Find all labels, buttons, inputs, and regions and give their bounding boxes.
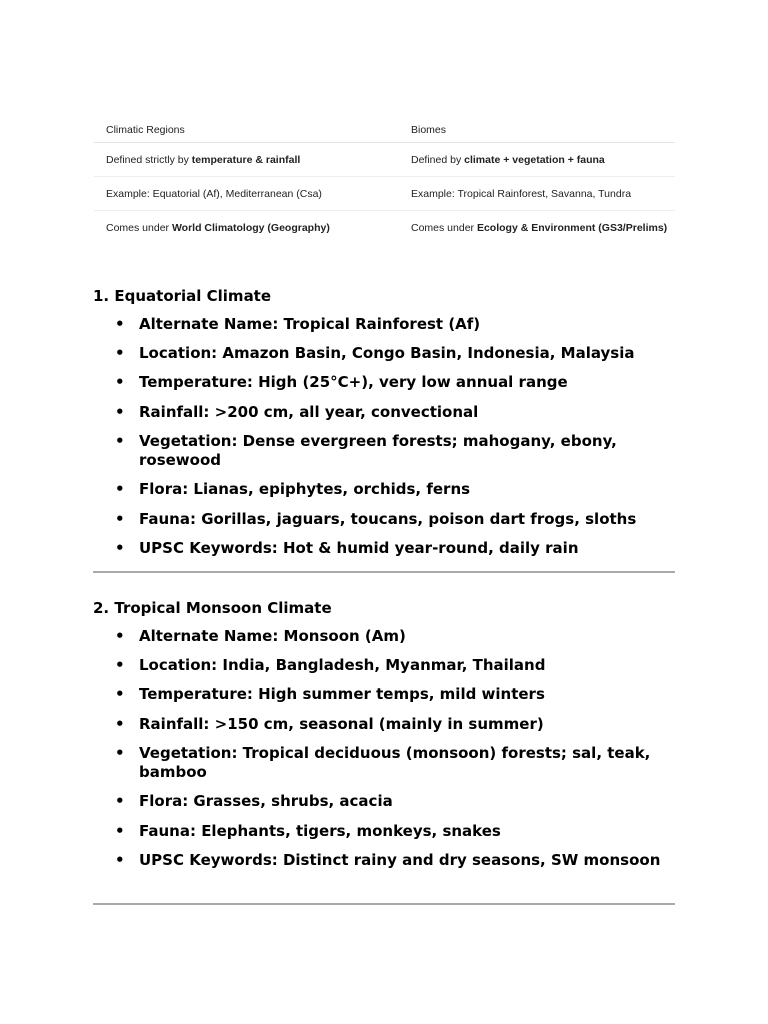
list-item xyxy=(93,403,675,423)
list-item-text: Location: India, Bangladesh, Myanmar, Thailand xyxy=(139,656,546,675)
column-header-climatic-regions: Climatic Regions xyxy=(94,117,399,143)
list-item xyxy=(93,480,675,500)
list-item-text: Location: Amazon Basin, Congo Basin, Indonesia, Malaysia xyxy=(139,344,635,363)
bullet-icon: • xyxy=(115,656,125,675)
section-divider xyxy=(93,571,675,573)
table-cell xyxy=(94,177,399,211)
cell-text: Comes under xyxy=(106,221,172,234)
section-title: 2. Tropical Monsoon Climate xyxy=(93,599,332,617)
cell-text: Example: Tropical Rainforest, Savanna, Tundra xyxy=(411,187,632,200)
bullet-icon: • xyxy=(115,402,125,421)
section-title: 1. Equatorial Climate xyxy=(93,287,272,305)
table-row xyxy=(94,177,675,211)
cell-text: Comes under xyxy=(411,221,477,234)
bullet-icon: • xyxy=(115,344,125,363)
bullet-icon: • xyxy=(115,685,125,704)
list-item xyxy=(93,373,675,393)
bullet-icon: • xyxy=(115,627,125,645)
table-header-row xyxy=(94,117,675,143)
list-item-text: Rainfall: >150 cm, seasonal (mainly in summer) xyxy=(139,714,544,733)
list-item xyxy=(93,539,675,559)
section-item-list xyxy=(93,315,675,558)
list-item xyxy=(93,656,675,676)
table-cell xyxy=(94,211,399,245)
comparison-table xyxy=(94,117,675,244)
section-equatorial-climate xyxy=(93,287,675,568)
list-item-text: Fauna: Elephants, tigers, monkeys, snakes xyxy=(139,821,501,840)
bullet-icon: • xyxy=(115,431,125,450)
comparison-table-wrapper xyxy=(94,117,675,244)
list-item-text: Flora: Lianas, epiphytes, orchids, ferns xyxy=(139,480,471,499)
table-cell xyxy=(94,143,399,177)
table-row xyxy=(94,211,675,245)
list-item xyxy=(93,510,675,530)
list-item-text: Temperature: High summer temps, mild winters xyxy=(139,685,545,704)
list-item-text: Temperature: High (25°C+), very low annual range xyxy=(139,373,568,392)
list-item-text: Fauna: Gorillas, jaguars, toucans, poison dart frogs, sloths xyxy=(139,509,637,528)
list-item-text: UPSC Keywords: Hot & humid year-round, daily rain xyxy=(139,538,579,557)
table-row xyxy=(94,143,675,177)
bullet-icon: • xyxy=(115,373,125,392)
list-item xyxy=(93,715,675,735)
list-item xyxy=(93,792,675,812)
list-item xyxy=(93,744,675,783)
bullet-icon: • xyxy=(115,509,125,528)
bullet-icon: • xyxy=(115,714,125,733)
list-item-text: Vegetation: Tropical deciduous (monsoon) forests; sal, teak, bamboo xyxy=(139,743,651,782)
bullet-icon: • xyxy=(115,821,125,840)
list-item-text: Vegetation: Dense evergreen forests; mahogany, ebony, rosewood xyxy=(139,431,617,470)
bullet-icon: • xyxy=(115,480,125,499)
list-item xyxy=(93,344,675,364)
cell-bold-text: temperature & rainfall xyxy=(191,153,301,166)
list-item-text: Rainfall: >200 cm, all year, convectional xyxy=(139,402,479,421)
bullet-icon: • xyxy=(115,743,125,762)
section-tropical-monsoon-climate xyxy=(93,599,675,880)
list-item xyxy=(93,822,675,842)
cell-text: Defined by xyxy=(411,153,465,166)
list-item xyxy=(93,685,675,705)
list-item xyxy=(93,432,675,471)
table-cell xyxy=(399,143,675,177)
bullet-icon: • xyxy=(115,792,125,811)
cell-text: Example: Equatorial (Af), Mediterranean (Csa) xyxy=(106,187,322,200)
cell-text: Defined strictly by xyxy=(106,153,192,166)
cell-bold-text: climate + vegetation + fauna xyxy=(464,153,605,166)
bullet-icon: • xyxy=(115,538,125,557)
cell-bold-text: Ecology & Environment (GS3/Prelims) xyxy=(476,221,668,234)
section-item-list xyxy=(93,627,675,870)
section-divider xyxy=(93,903,675,905)
list-item xyxy=(93,315,675,335)
column-header-biomes: Biomes xyxy=(399,117,675,143)
list-item-text: UPSC Keywords: Distinct rainy and dry seasons, SW monsoon xyxy=(139,850,661,869)
list-item xyxy=(93,627,675,647)
bullet-icon: • xyxy=(115,315,125,333)
list-item-text: Alternate Name: Monsoon (Am) xyxy=(139,627,406,645)
list-item xyxy=(93,851,675,871)
table-cell xyxy=(399,211,675,245)
table-cell xyxy=(399,177,675,211)
list-item-text: Alternate Name: Tropical Rainforest (Af) xyxy=(139,315,481,333)
list-item-text: Flora: Grasses, shrubs, acacia xyxy=(139,792,393,811)
bullet-icon: • xyxy=(115,850,125,869)
cell-bold-text: World Climatology (Geography) xyxy=(171,221,330,234)
